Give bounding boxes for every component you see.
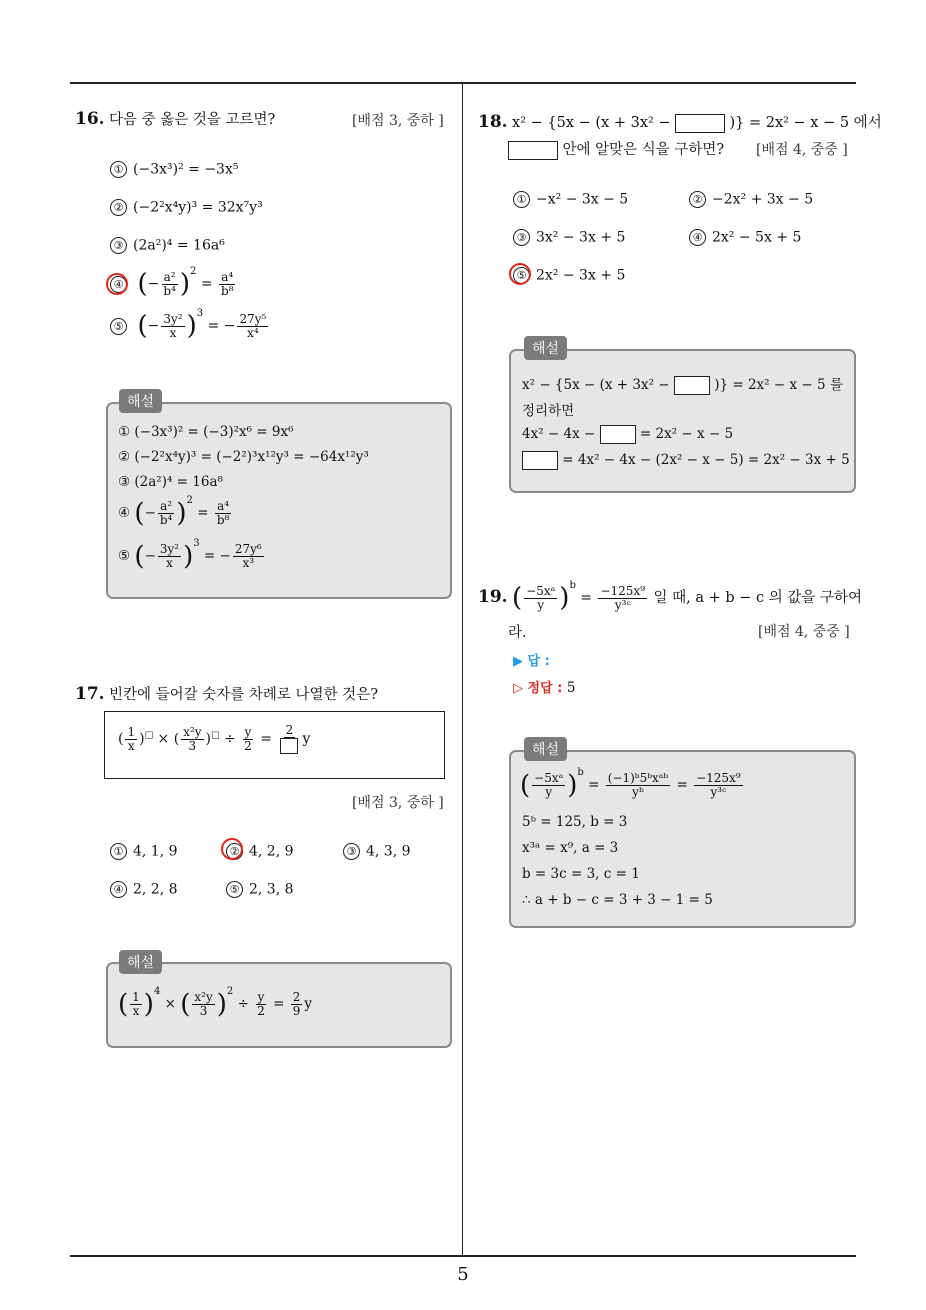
choice-1[interactable]: ① −x² − 3x − 5	[513, 191, 628, 208]
frac-den: x	[127, 738, 135, 753]
frac-den: yᵇ	[632, 785, 644, 799]
frac-den: x	[169, 325, 177, 340]
frac-num: −125x⁹	[696, 771, 741, 785]
answer-label: ▶ 답 :	[513, 654, 550, 669]
solution-text: x² − {5x − (x + 3x² −	[522, 377, 670, 393]
choice-text: −x² − 3x − 5	[536, 191, 629, 208]
frac-num: a²	[163, 269, 176, 284]
frac-den: y	[537, 597, 545, 612]
exponent: b	[577, 767, 584, 778]
answer-blank[interactable]	[508, 141, 558, 160]
solution-tag: 해설	[119, 389, 162, 413]
choice-text: 4, 3, 9	[366, 843, 411, 860]
exponent: 4	[153, 986, 161, 997]
exponent: 2	[186, 495, 193, 506]
solution-line-2: 정리하면	[522, 403, 575, 419]
solution-line-1: ① (−3x³)² = (−3)²x⁶ = 9x⁶	[118, 424, 294, 440]
question-19-line-1: 19. ( $\frac{\text{−5xᵃ}}{y}$ )$^b$ = $\frac{\text{−125x⁹}}{\text{y³ᶜ}}$ 일 때, a + b − c 의 값을 구하여	[478, 580, 862, 613]
question-text: 일 때, a + b − c 의 값을 구하여	[653, 590, 862, 606]
question-17-header	[75, 683, 378, 704]
frac-num: 2	[292, 990, 301, 1004]
exponent: 3	[193, 538, 200, 549]
frac-den: 2	[244, 738, 252, 753]
choice-number: ⑤	[110, 318, 127, 335]
frac-den: y³ᶜ	[710, 785, 727, 799]
score-label: [배점 3, 중하 ]	[352, 795, 444, 811]
frac-den: x³	[242, 556, 255, 570]
question-number: 16.	[75, 109, 105, 129]
solution-line-5: ∴ a + b − c = 3 + 3 − 1 = 5	[522, 892, 713, 908]
frac-den: 9	[292, 1004, 301, 1018]
question-18-line-1	[478, 111, 882, 133]
choice-text: 4, 2, 9	[249, 843, 294, 860]
solution-tag: 해설	[524, 336, 567, 360]
question-18-line-2	[508, 138, 724, 160]
frac-den: y	[545, 785, 553, 799]
correct-label: ▷ 정답 :	[513, 681, 563, 696]
choice-5[interactable]: ⑤ 2x² − 3x + 5	[513, 267, 625, 284]
choice-text: −2x² + 3x − 5	[712, 191, 814, 208]
solution-tag: 해설	[524, 737, 567, 761]
frac-num: x²y	[183, 724, 202, 739]
solution-line-4: b = 3c = 3, c = 1	[522, 866, 640, 882]
choice-text: (−2²x⁴y)³ = 32x⁷y³	[133, 199, 263, 216]
choice-2[interactable]	[110, 199, 263, 216]
choice-number: ④	[110, 276, 127, 293]
solution-tag: 해설	[119, 950, 162, 974]
solution-text: = 2x² − x − 5	[639, 426, 734, 442]
solution-line-2: ② (−2²x⁴y)³ = (−2²)³x¹²y³ = −64x¹²y³	[118, 449, 369, 465]
choice-text: (−3x³)² = −3x⁵	[133, 161, 239, 178]
question-text: 안에 알맞은 식을 구하면?	[562, 142, 725, 158]
choice-2[interactable]: ② −2x² + 3x − 5	[689, 191, 813, 208]
frac-den: b⁸	[216, 513, 230, 527]
choice-5[interactable]: ⑤ (− $\frac{\text{3y²}}{x}$ )$^3$ = − $\frac{\text{27y⁵}}{\text{x⁴}}$	[110, 308, 270, 341]
frac-den: b⁴	[163, 283, 176, 298]
choice-number: ③	[110, 237, 127, 254]
frac-num: 2	[285, 723, 294, 737]
question-number: 17.	[75, 684, 105, 704]
selected-answer-mark	[509, 263, 531, 285]
solution-line-1	[522, 373, 843, 395]
exponent: 3	[196, 308, 204, 319]
choice-3[interactable]: ③ 4, 3, 9	[343, 843, 411, 860]
question-number: 18.	[478, 112, 508, 132]
frac-den: b⁴	[159, 513, 173, 527]
choice-5[interactable]: ⑤ 2, 3, 8	[226, 881, 294, 898]
solution-line-3: x³ᵃ = x⁹, a = 3	[522, 840, 619, 856]
frac-den: b⁸	[221, 283, 234, 298]
choice-text: 2, 2, 8	[133, 881, 178, 898]
choice-text: 3x² − 3x + 5	[536, 229, 626, 246]
choice-1[interactable]	[110, 161, 238, 178]
frac-den: y³ᶜ	[614, 597, 631, 612]
frac-num: 27y⁶	[234, 542, 262, 556]
score-label: [배점 4, 중중 ]	[756, 142, 848, 158]
answer-blank[interactable]	[280, 738, 298, 754]
solution-text: )} = 2x² − x − 5 를	[714, 377, 843, 393]
question-text: x² − {5x − (x + 3x² −	[512, 115, 671, 131]
choice-3[interactable]	[110, 237, 225, 254]
choice-text: 2x² − 3x + 5	[536, 267, 626, 284]
solution-line-5: ⑤ (− $\frac{\text{3y²}}{x}$ )$^3$ = − $\frac{\text{27y⁶}}{\text{x³}}$	[118, 538, 262, 572]
frac-num: (−1)ᵇ5ᵇxᵃᵇ	[607, 771, 669, 785]
frac-num: x²y	[194, 990, 213, 1004]
top-rule	[70, 82, 856, 84]
exponent: b	[569, 580, 576, 591]
choice-text: 4, 1, 9	[133, 843, 178, 860]
answer-blank	[674, 376, 710, 395]
frac-den: x	[132, 1004, 140, 1018]
solution-box	[509, 349, 856, 493]
selected-answer-mark	[221, 838, 243, 860]
choice-text: 2, 3, 8	[249, 881, 294, 898]
exponent: 2	[226, 986, 234, 997]
frac-den: 3	[188, 738, 197, 753]
frac-num: y	[244, 724, 252, 739]
solution-line-1: ( $\frac{1}{x}$ )$^4$ × ( $\frac{\text{x²y}}{3}$ )$^2$ ÷ $\frac{y}{2}$ = $\frac{2}{9}$ y	[118, 986, 313, 1020]
frac-num: −125x⁹	[600, 583, 646, 598]
solution-line-4: ④ (− $\frac{\text{a²}}{\text{b⁴}}$ )$^2$ = $\frac{\text{a⁴}}{\text{b⁸}}$	[118, 495, 230, 529]
choice-text: 2x² − 5x + 5	[712, 229, 802, 246]
page-number: 5	[457, 1264, 469, 1285]
question-19-line-2: 라.	[508, 625, 527, 641]
frac-num: a²	[160, 499, 173, 513]
exponent: 2	[190, 266, 197, 277]
frac-num: −5xᵃ	[526, 583, 556, 598]
problem-expression: ( $\frac{1}{x}$ )□ × ( $\frac{\text{x²y}}{3}$ )□ ÷ $\frac{y}{2}$ = 2 y	[118, 723, 311, 753]
solution-line-3: ③ (2a²)⁴ = 16a⁸	[118, 474, 223, 490]
selected-answer-mark	[106, 273, 128, 295]
correct-value: 5	[566, 680, 576, 696]
frac-num: 3y²	[163, 311, 183, 326]
score-label: [배점 3, 중하 ]	[352, 113, 444, 129]
choice-4[interactable]: ④ (− $\frac{\text{a²}}{\text{b⁴}}$ )$^2$ = $\frac{\text{a⁴}}{\text{b⁸}}$	[110, 266, 238, 299]
choice-number: ②	[110, 199, 127, 216]
solution-text: 4x² − 4x −	[522, 426, 596, 442]
answer-blank	[600, 425, 636, 444]
frac-num: 1	[132, 990, 140, 1004]
question-text: 빈칸에 들어갈 숫자를 차례로 나열한 것은?	[109, 687, 378, 703]
frac-den: 2	[257, 1004, 265, 1018]
frac-num: 3y²	[159, 542, 180, 556]
question-16-header	[75, 108, 275, 129]
question-number: 19.	[478, 587, 508, 607]
frac-den: x	[166, 556, 173, 570]
frac-num: a⁴	[217, 499, 230, 513]
solution-line-4	[522, 451, 850, 470]
frac-den: 3	[199, 1004, 208, 1018]
bottom-rule	[70, 1255, 856, 1257]
choice-number: ①	[110, 161, 127, 178]
solution-line-2: 5ᵇ = 125, b = 3	[522, 814, 628, 830]
frac-num: −5xᵃ	[534, 771, 564, 785]
solution-text: = 4x² − 4x − (2x² − x − 5) = 2x² − 3x + 5	[562, 452, 850, 468]
question-text: )} = 2x² − x − 5 에서	[729, 115, 882, 131]
choice-2[interactable]: ② 4, 2, 9	[226, 843, 294, 860]
solution-line-3	[522, 425, 733, 444]
answer-blank[interactable]	[675, 114, 725, 133]
frac-num: 27y⁵	[239, 311, 267, 326]
frac-num: a⁴	[221, 269, 234, 284]
frac-num: 1	[127, 724, 136, 739]
choice-3[interactable]: ③ 3x² − 3x + 5	[513, 229, 625, 246]
frac-num: y	[257, 990, 265, 1004]
frac-den: x⁴	[247, 325, 259, 340]
answer-blank	[522, 451, 558, 470]
choice-text: (2a²)⁴ = 16a⁶	[133, 237, 225, 254]
question-text: 다음 중 옳은 것을 고르면?	[109, 112, 276, 128]
column-divider	[462, 84, 463, 1257]
choice-1[interactable]: ① 4, 1, 9	[110, 843, 178, 860]
score-label: [배점 4, 중중 ]	[758, 624, 850, 640]
solution-line-1: ( $\frac{\text{−5xᵃ}}{y}$ )$^b$ = $\frac{\text{(−1)ᵇ5ᵇxᵃᵇ}}{\text{yᵇ}}$ = $\frac{\text{−125x⁹}}{\text{y³ᶜ}}$	[520, 767, 741, 801]
correct-answer	[513, 677, 575, 696]
choice-4[interactable]: ④ 2, 2, 8	[110, 881, 178, 898]
choice-4[interactable]: ④ 2x² − 5x + 5	[689, 229, 801, 246]
